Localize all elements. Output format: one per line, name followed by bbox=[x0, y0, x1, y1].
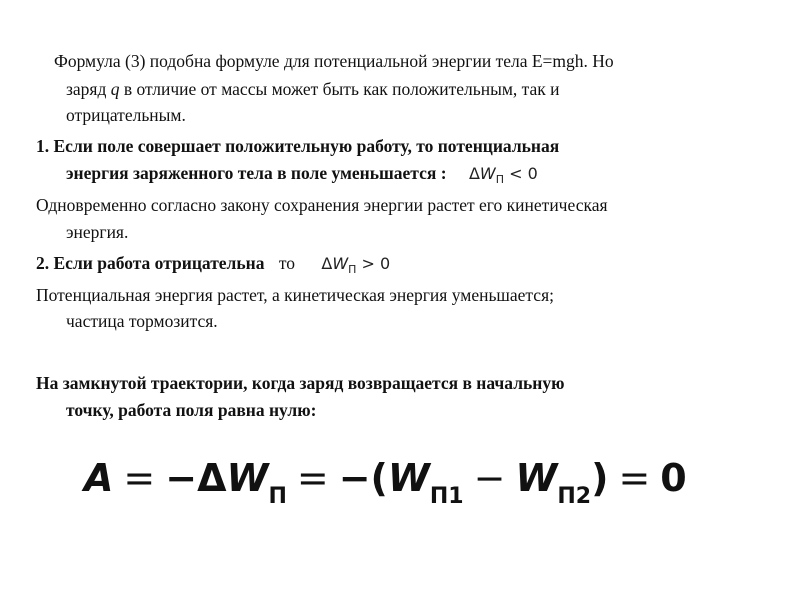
paragraph-charge-sign bbox=[66, 76, 560, 103]
subscript-p2: П2 bbox=[557, 484, 592, 509]
minus-sign: − bbox=[473, 456, 506, 500]
text-line: Потенциальная энергия растет, а кинетическая энергия уменьшается; bbox=[36, 285, 554, 305]
text-line: отрицательным. bbox=[66, 105, 186, 125]
delta-w-negative-formula bbox=[468, 164, 538, 186]
charge-symbol: q bbox=[110, 79, 120, 99]
paragraph-closed-path bbox=[36, 370, 564, 397]
text-line: На замкнутой траектории, когда заряд возвращается в начальную bbox=[36, 373, 565, 393]
paragraph-potential-grows bbox=[36, 282, 554, 309]
text-line: Одновременно согласно закону сохранения энергии растет его кинетическая bbox=[36, 195, 608, 215]
relation: > 0 bbox=[356, 254, 391, 273]
paragraph-kinetic-grows-cont bbox=[66, 219, 128, 246]
paragraph-kinetic-grows bbox=[36, 192, 608, 219]
w1-symbol: W bbox=[387, 456, 430, 500]
w2-symbol: W bbox=[515, 456, 558, 500]
text-segment: то bbox=[278, 253, 296, 273]
work-zero-formula bbox=[84, 450, 687, 514]
text-segment: в отличие от массы может быть как положительным, так и bbox=[119, 79, 560, 99]
delta-w-positive-formula bbox=[321, 254, 391, 276]
paragraph-energy-decreases bbox=[66, 160, 538, 189]
paragraph-closed-path-cont bbox=[66, 397, 316, 424]
equals-sign: = bbox=[123, 456, 156, 500]
minus-delta: −Δ bbox=[165, 456, 227, 500]
subscript: П bbox=[348, 263, 357, 276]
subscript-p1: П1 bbox=[429, 484, 464, 509]
text-line: Формула (3) подобна формуле для потенциальной энергии тела E=mgh. Но bbox=[54, 51, 614, 71]
zero-value: 0 bbox=[660, 456, 687, 500]
text-line: энергия. bbox=[66, 222, 129, 242]
delta-symbol: Δ bbox=[321, 254, 333, 273]
subscript: П bbox=[495, 173, 504, 186]
text-segment: 2. Если работа отрицательна bbox=[36, 253, 265, 273]
relation: < 0 bbox=[504, 164, 538, 183]
w-symbol: W bbox=[226, 456, 269, 500]
paragraph-particle-slows bbox=[66, 308, 218, 335]
work-symbol: A bbox=[84, 456, 114, 500]
equals-sign: = bbox=[296, 456, 329, 500]
close-paren: ) bbox=[591, 456, 609, 500]
w-symbol: W bbox=[332, 254, 349, 273]
paragraph-negative bbox=[66, 102, 186, 129]
text-line: частица тормозится. bbox=[66, 311, 218, 331]
w-symbol: W bbox=[479, 164, 496, 183]
paragraph-negative-work bbox=[36, 250, 390, 279]
text-line: энергия заряженного тела в поле уменьшается : bbox=[66, 163, 447, 183]
text-line: 1. Если поле совершает положительную работу, то потенциальная bbox=[36, 136, 560, 156]
minus-paren: −( bbox=[338, 456, 388, 500]
text-line: точку, работа поля равна нулю: bbox=[66, 400, 317, 420]
paragraph-formula-analogy bbox=[54, 48, 614, 75]
delta-symbol: Δ bbox=[468, 164, 480, 183]
subscript-p: П bbox=[268, 484, 287, 509]
text-segment: заряд bbox=[66, 79, 111, 99]
paragraph-positive-work bbox=[36, 133, 559, 160]
equals-sign: = bbox=[618, 456, 651, 500]
